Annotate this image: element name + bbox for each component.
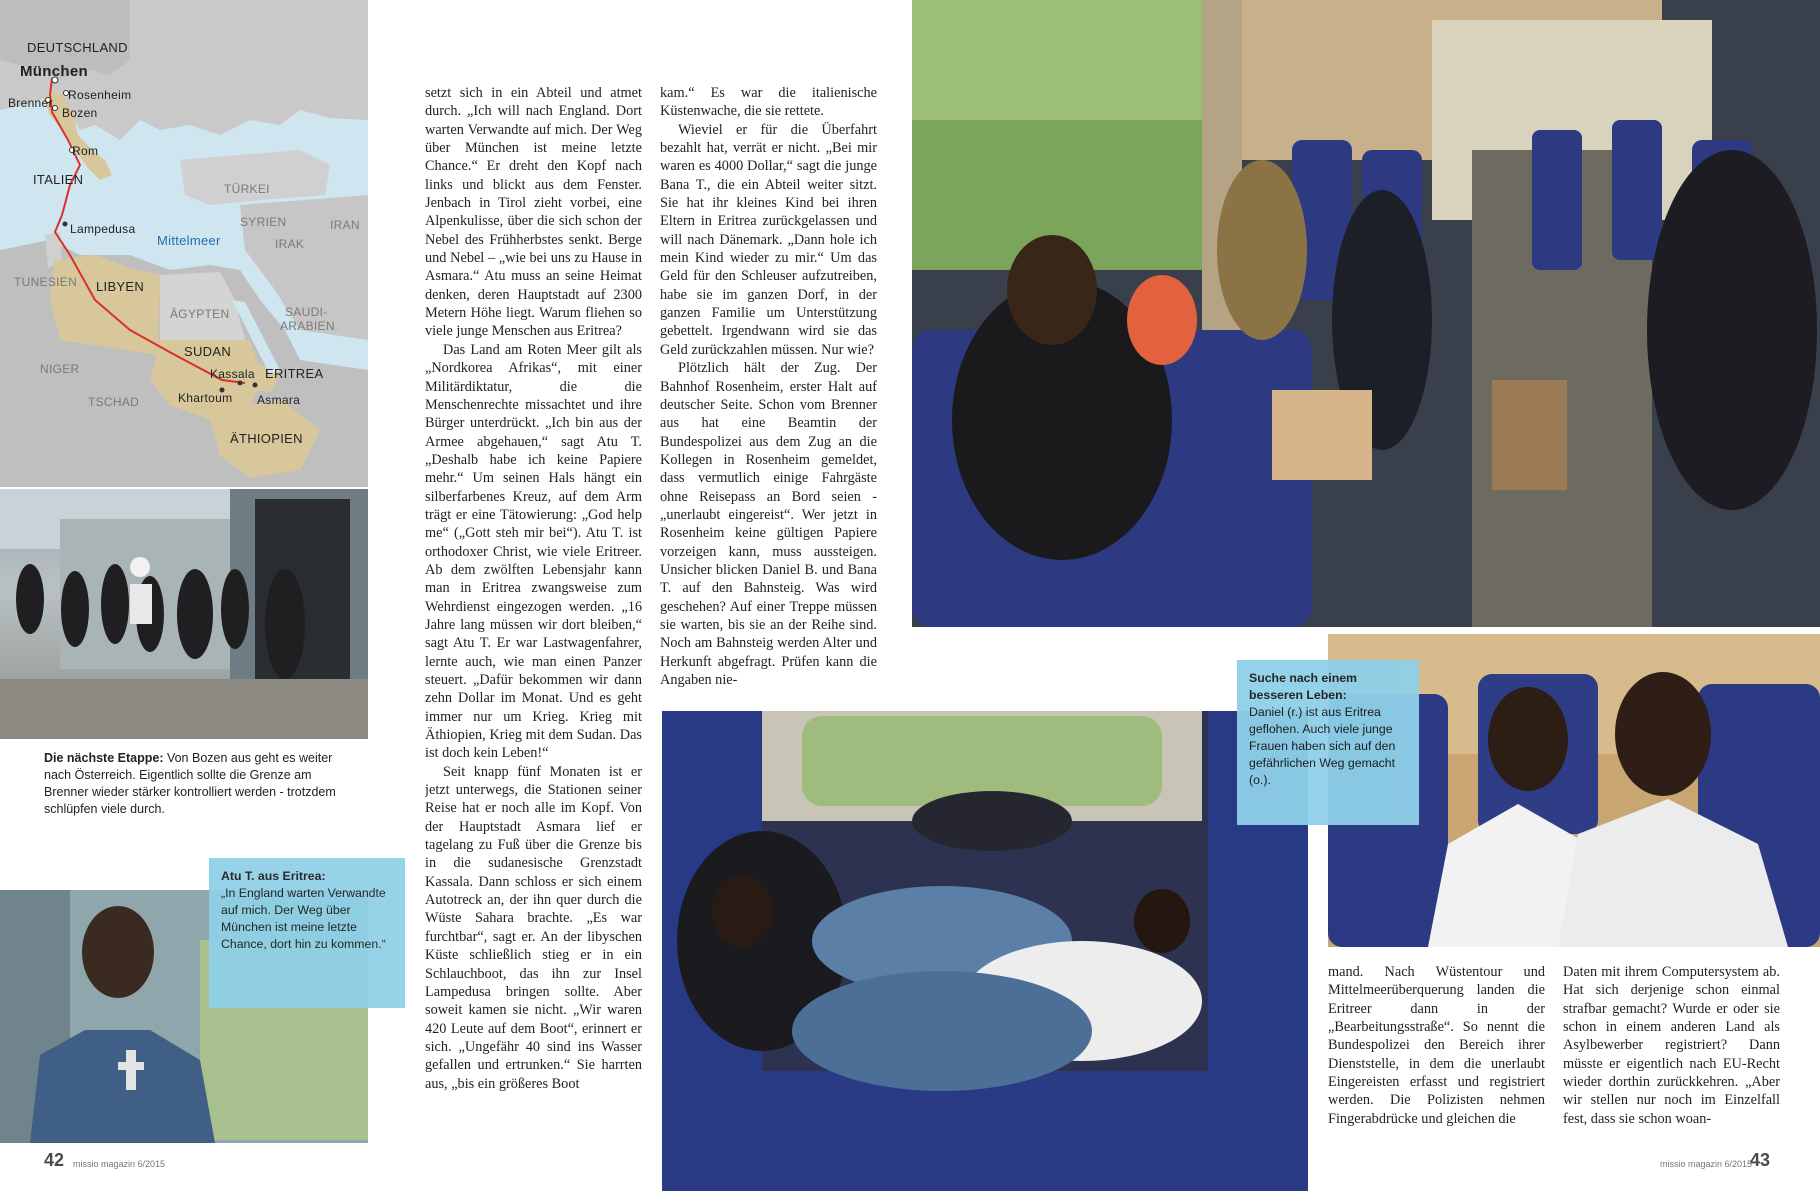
col4-para-1: Daten mit ihrem Computersystem ab. Hat sich derjenige schon einmal strafbar gemacht? Wurde er oder sie schon in einem anderen Land als Asylbewerber registriert? Dann müsste er eigentlich nach EU-Recht wieder dorthin zurückkehren. „Aber wir stellen nur noch im Einzelfall fest, dass sie schon woan-: [1563, 964, 1780, 1127]
turkey-land: [180, 150, 330, 205]
caption-etappe: [44, 750, 344, 818]
label-italien: ITALIEN: [33, 172, 84, 187]
label-syrien: SYRIEN: [240, 215, 287, 229]
label-iran: IRAN: [330, 218, 360, 232]
caption-etappe-title: Die nächste Etappe:: [44, 751, 164, 765]
col1-para-3: Seit knapp fünf Monaten ist er jetzt unterwegs, die Stationen seiner Reise hat er noch alle im Kopf. Von der Hauptstadt Asmara lief er tagelang zu Fuß über die Grenze bis in die sudanesische Grenzstadt Kassala. Dann schloss er sich einem Autotreck an, der ihn quer durch die Wüste Sahara brachte. „Es war furchtbar“, sagt er. An der libyschen Küste schließlich stieg er in ein Schlauchboot, das ihn zur Insel Lampedusa bringen sollte. Aber soweit kamen sie nicht. „Wir waren 420 Leute auf dem Boot“, erinnert er sich. „Ungefähr 40 sind ins Wasser gefallen und ertrunken.“ Sie harrten aus, „bis ein größeres Boot: [425, 763, 642, 1092]
label-deutschland: DEUTSCHLAND: [27, 40, 128, 55]
label-rosenheim: Rosenheim: [68, 88, 132, 102]
body-column-2: [660, 84, 877, 696]
asmara-dot: [253, 383, 258, 388]
col1-para-2: Das Land am Roten Meer gilt als „Nordkorea Afrikas“, mit einer Militärdiktatur, die die Menschenrechte missachtet und ihre Bürger unterdrückt. „Ich bin aus der Armee abgehauen,“ sagt Atu T. „Deshalb habe ich keine Papiere mehr.“ Um seinen Hals hängt ein silberfarbenes Kreuz, auf dem Arm trägt er eine Tätowierung: „God help me“ („Gott steh mir bei“). Atu T. ist orthodoxer Christ, wie viele Eritreer. Ab dem zwölften Lebensjahr kann man in Eritrea zwangsweise zum Wehrdienst eingezogen werden. „16 Jahre lang müssen wir dort bleiben,“ sagt Atu T. Er war Lastwagenfahrer, lernte auch, wie man einen Panzer steuert. „Dafür bekommen wir dann zehn Dollar im Monat. Und es geht immer nur um Krieg. Krieg mit Äthiopien, Krieg mit dem Sudan. Das ist doch kein Leben!“: [425, 341, 642, 762]
label-bozen: Bozen: [62, 106, 98, 120]
label-tuerkei: TÜRKEI: [224, 182, 270, 196]
label-lampedusa: Lampedusa: [70, 222, 136, 236]
label-brenner: Brenner: [8, 96, 53, 110]
label-kassala: Kassala: [210, 367, 255, 381]
label-mittelmeer: Mittelmeer: [157, 233, 221, 248]
sleeping-scene: [662, 711, 1308, 1191]
label-saudi: SAUDI-: [285, 305, 328, 319]
page-number-right: 43: [1750, 1150, 1771, 1170]
photo-platform: [0, 489, 368, 739]
label-libyen: LIBYEN: [96, 279, 145, 294]
label-tunesien: TUNESIEN: [14, 275, 78, 289]
quote-suche-text: Daniel (r.) ist aus Eritrea geflohen. Auch viele junge Frauen haben sich auf den gefährlichen Weg gemacht (o.).: [1249, 705, 1396, 787]
kassala-dot: [238, 381, 243, 386]
label-aethiopien: ÄTHIOPIEN: [230, 431, 303, 446]
label-asmara: Asmara: [257, 393, 301, 407]
quote-box-atu: [209, 858, 405, 1008]
route-map: [0, 0, 368, 487]
photo-train-interior: [912, 0, 1820, 627]
quote-atu-text: „In England warten Verwandte auf mich. Der Weg über München ist meine letzte Chance, dort hin zu kommen.“: [221, 886, 386, 951]
body-column-3: [1328, 963, 1545, 1136]
label-muenchen: München: [20, 63, 88, 80]
photo-sleeping-passengers: [662, 711, 1308, 1191]
magazine-label-left: missio magazin 6/2015: [73, 1159, 166, 1169]
label-arabien: ARABIEN: [280, 319, 335, 333]
label-niger: NIGER: [40, 362, 80, 376]
label-rom: Rom: [72, 144, 99, 158]
label-tschad: TSCHAD: [88, 395, 140, 409]
col2-para-3: Plötzlich hält der Zug. Der Bahnhof Rosenheim, erster Halt auf deutscher Seite. Schon vom Brenner aus hat eine Beamtin der Bundespolizei aus dem Zug an die Kollegen in Rosenheim gemeldet, dass vermutlich einige Fahrgäste ohne Reisepass an Bord seien - „unerlaubt eingereist“. Wer jetzt in Rosenheim keine gültigen Papiere vorzeigen kann, muss aussteigen. Unsicher blicken Daniel B. und Bana T. auf den Bahnsteig. Was wird geschehen? Auf einer Treppe müssen sie warten, bis sie an der Reihe sind. Noch am Bahnsteig werden Alter und Herkunft abgefragt. Prüfen kann die Angaben nie-: [660, 360, 877, 688]
bozen-dot: [53, 106, 58, 111]
quote-box-suche: [1237, 660, 1419, 825]
magazine-label-right: missio magazin 6/2015: [1660, 1159, 1753, 1169]
body-column-1: [425, 84, 642, 1132]
page-number-left: 42: [44, 1150, 65, 1170]
train-interior-scene: [912, 0, 1820, 627]
label-khartoum: Khartoum: [178, 391, 233, 405]
col1-para-1: setzt sich in ein Abteil und atmet durch. „Ich will nach England. Dort warten Verwandte auf mich. Der Weg über München ist meine letzte Chance.“ Er dreht den Kopf nach links und blickt aus dem Fenster. Jenbach in Tirol zieht vorbei, eine Alpenkulisse, über die sich schon der Nebel des Frühherbstes senkt. Berge und Nebel – „wie bei uns zu Hause in Asmara.“ Atu muss an seine Heimat denken, deren Hauptstadt auf 2300 Metern Höhe liegt. Warum fliehen so viele junge Menschen aus Eritrea?: [425, 85, 642, 340]
col3-para-1: mand. Nach Wüstentour und Mittelmeerüberquerung landen die Eritreer dann in der „Bearbeitungsstraße“. So nennt die Bundespolizei den Bereich ihrer Dienststelle, in dem die unerlaubt Eingereisten erfasst und registriert werden. Die Polizisten nehmen Fingerabdrücke und gleichen die: [1328, 964, 1545, 1127]
label-irak: IRAK: [275, 237, 305, 251]
col2-para-1: kam.“ Es war die italienische Küstenwache, die sie rettete.: [660, 85, 877, 120]
quote-suche-title: Suche nach einem besseren Leben:: [1249, 671, 1357, 702]
lampedusa-dot: [63, 222, 68, 227]
col2-para-2: Wieviel er für die Überfahrt bezahlt hat, verrät er nicht. „Bei mir waren es 4000 Dollar,“ sagt die junge Bana T., die ein Abteil weiter sitzt. Sie hat ihr kleines Kind bei ihren Eltern in Eritrea zurückgelassen und will nach Dänemark. „Dann hole ich mein Kind wieder zu mir.“ Um das Geld für den Schleuser aufzutreiben, habe sie im ganzen Dorf, in der ganzen Familie um Unterstützung gebettelt. Irgendwann wird sie das Geld zurückzahlen müssen. Nur wie?: [660, 121, 877, 358]
platform-scene: [0, 489, 368, 739]
caption-etappe-text: Von Bozen aus geht es weiter nach Österreich. Eigentlich sollte die Grenze am Brenner wieder stärker kontrolliert werden - trotzdem schlüpfen viele durch.: [44, 751, 336, 816]
body-column-4: [1563, 963, 1780, 1136]
label-eritrea: ERITREA: [265, 366, 324, 381]
label-aegypten: ÄGYPTEN: [170, 307, 230, 321]
label-sudan: SUDAN: [184, 344, 232, 359]
quote-atu-title: Atu T. aus Eritrea:: [221, 869, 326, 883]
